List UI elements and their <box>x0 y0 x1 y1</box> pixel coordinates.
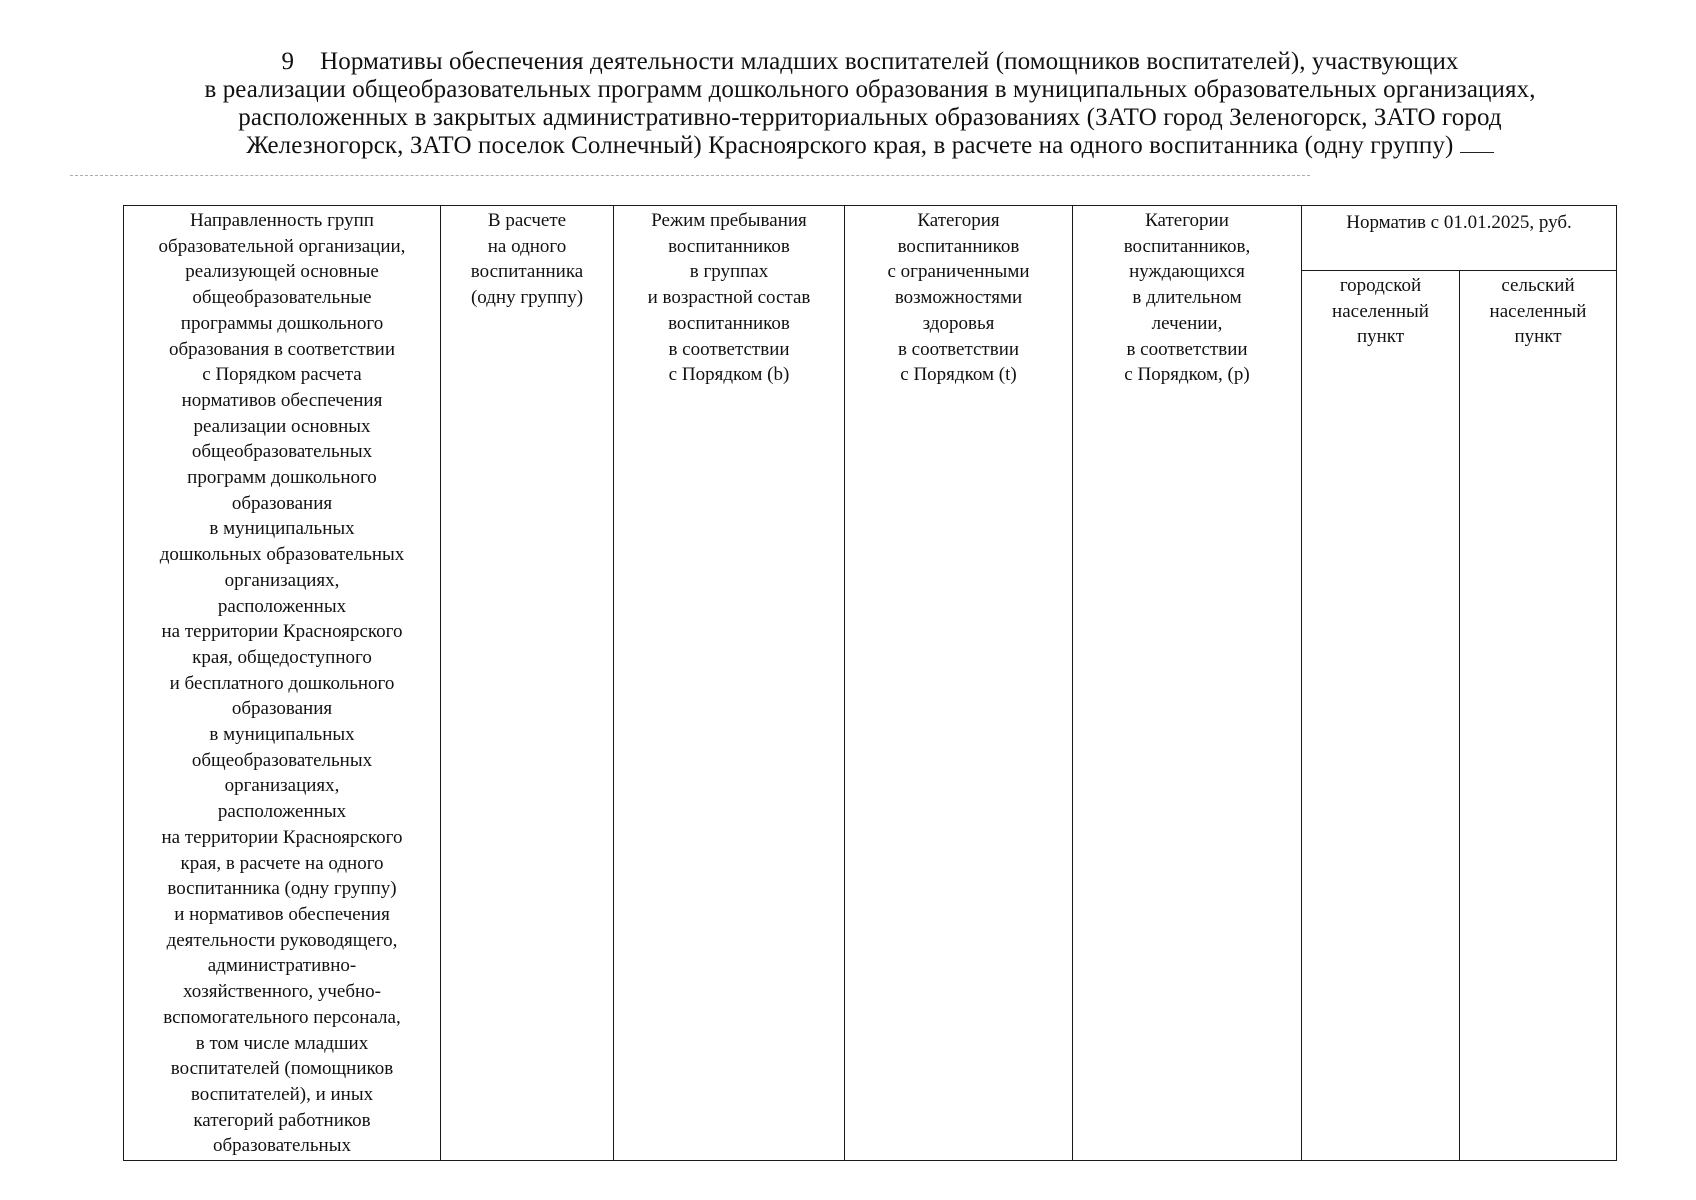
col-per-pupil-text: В расчете на одного воспитанника (одну группу) <box>470 210 584 309</box>
heading-line-4 <box>130 132 1610 160</box>
col-category-treatment-header <box>1073 206 1302 1161</box>
heading-tail-underline <box>1460 134 1494 153</box>
heading-text-4: Железногорск, ЗАТО поселок Солнечный) Красноярского края, в расчете на одного воспитанника (одну группу) <box>246 132 1454 159</box>
col-rural-text: сельский населенный пункт <box>1489 275 1587 348</box>
col-direction-header <box>124 206 441 1161</box>
col-category-health-text: Категория воспитанников с ограниченными возможностями здоровья в соответствии с Порядком (t) <box>887 210 1030 386</box>
header-row-1 <box>124 206 1617 271</box>
heading-line-1 <box>130 48 1610 76</box>
heading-line-3: расположенных в закрытых административно-территориальных образованиях (ЗАТО город Зеленогорск, ЗАТО город <box>238 104 1502 131</box>
col-mode-header <box>614 206 845 1161</box>
col-mode-text: Режим пребывания воспитанников в группах и возрастной состав воспитанников в соответствии с Порядком (b) <box>647 210 811 386</box>
heading-divider <box>70 175 1310 176</box>
col-urban-header <box>1302 271 1460 1161</box>
col-category-health-header <box>845 206 1073 1161</box>
col-norm-text: Норматив с 01.01.2025, руб. <box>1346 212 1572 233</box>
heading-text-1: Нормативы обеспечения деятельности младших воспитателей (помощников воспитателей), участвующих <box>320 48 1459 75</box>
col-rural-header <box>1460 271 1617 1161</box>
normatives-table <box>123 205 1617 1161</box>
col-direction-text: Направленность групп образовательной организации, реализующей основные общеобразовательные программы дошкольного образования в соответствии с Порядком расчета нормативов обеспечения реализации основных общеобразовательных программ дошкольного образования в муниципальных дошкольных образовательных организациях, расположенных на территории Красноярского края, общедоступного и бесплатного дошкольного образования в муниципальных общеобразовательных организациях, расположенных на территории Красноярского края, в расчете на одного воспитанника (одну группу) и нормативов обеспечения деятельности руководящего, административно- хозяйственного, учебно- вспомогательного персонала, в том числе младших воспитателей (помощников воспитателей), и иных категорий работников образовательных <box>158 210 406 1157</box>
heading-line-2: в реализации общеобразовательных программ дошкольного образования в муниципальных образовательных организациях, <box>204 76 1536 103</box>
document-heading <box>130 48 1610 160</box>
col-norm-header <box>1302 206 1617 271</box>
col-per-pupil-header <box>441 206 614 1161</box>
col-urban-text: городской населенный пункт <box>1332 275 1429 348</box>
col-category-treatment-text: Категории воспитанников, нуждающихся в длительном лечении, в соответствии с Порядком, (p) <box>1123 210 1251 386</box>
section-number: 9 <box>281 48 295 75</box>
